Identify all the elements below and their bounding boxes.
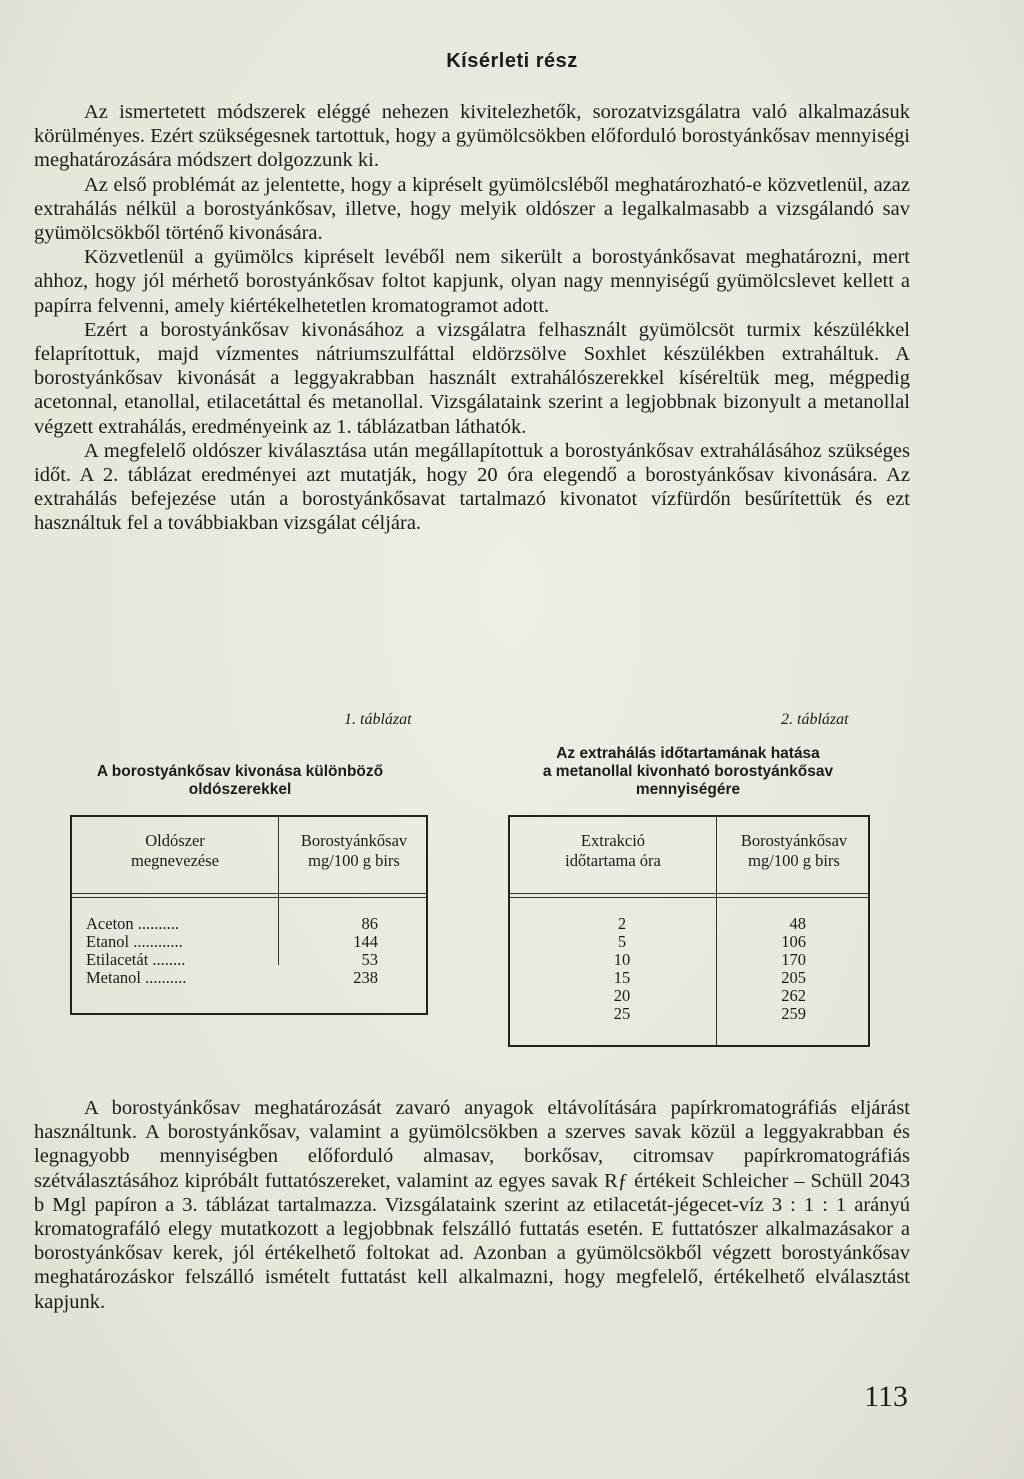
table-row: Etilacetát ........ (86, 950, 186, 969)
table-1-col1-header: Oldószer megnevezése (131, 831, 219, 870)
table-2-col1-header: Extrakció időtartama óra (565, 831, 661, 870)
table-cell: 106 (781, 932, 806, 951)
paragraph: A borostyánkősav meghatározását zavaró anyagok eltávolítására papírkromatográfiás eljárást használtunk. A borostyánkősav, valamint a gyümölcsökben a szerves savak közül a leggyakrabban és legnagyobb mennyiségben előforduló almasav, borkősav, citromsav papírkromatográfiás szétválasztásához kipróbált futtatószereket, valamint az egyes savak Rƒ értékeit Schleicher – Schüll 2043 b Mgl papíron a 3. táblázat tartalmazza. Vizsgálataink szerint az etilacetát-jégecet-víz 3 : 1 : 1 arányú kromatografáló elegy mutatkozott a legjobbnak felszálló futtatás esetén. E futtatószer alkalmazásakor a borostyánkősav kerek, jól értékelhető foltokat ad. Azonban a gyümölcsökből végzett borostyánkősav meghatározáskor felszálló ismételt futtatást kell alkalmazni, hogy megfelelő, értékelhető elválasztást kapjunk. (34, 1097, 910, 1313)
table-1-col2-header: Borostyánkősav mg/100 g birs (300, 831, 408, 870)
paragraph: Közvetlenül a gyümölcs kipréselt levéből nem sikerült a borostyánkősavat meghatározni, mert ahhoz, hogy jól mérhető borostyánkősav foltot kapjunk, olyan nagy mennyiségű gyümölcslevet kellett a papírra felvenni, amely kiértékelhetetlen kromatogramot adott. (34, 246, 910, 317)
table-2-title: Az extrahálás időtartamának hatása a metanollal kivonható borostyánkősav mennyiségére (542, 745, 834, 798)
table-2-box (508, 815, 870, 1047)
table-1-box (70, 815, 428, 1015)
table-cell: 5 (617, 932, 627, 951)
intro-text (34, 100, 910, 536)
paragraph: Az ismertetett módszerek eléggé nehezen kivitelezhetők, sorozatvizsgálatra való alkalmazásuk körülményes. Ezért szükségesnek tartottuk, hogy a gyümölcsökben előforduló borostyánkősav mennyiségi meghatározására módszert dolgozzunk ki. (34, 101, 910, 172)
table-2-hours (600, 915, 644, 1023)
table-cell: 48 (789, 914, 806, 933)
page-number: 113 (864, 1380, 908, 1413)
table-1-title: A borostyánkősav kivonása különböző oldószerekkel (96, 763, 384, 798)
table-cell: 205 (781, 968, 806, 987)
table-row: Aceton .......... (86, 914, 180, 933)
table-cell: 262 (781, 986, 806, 1005)
page-header: Kísérleti rész (446, 50, 578, 72)
paragraph: Az első problémát az jelentette, hogy a kipréselt gyümölcsléből meghatározható-e közvetlenül, azaz extrahálás nélkül a borostyánkősav, illetve, hogy melyik oldószer a legalkalmasabb a vizsgálandó sav gyümölcsökből történő kivonására. (34, 173, 910, 245)
table-2-label: 2. táblázat (781, 711, 849, 728)
table-2-values (760, 915, 806, 1023)
table-cell: 2 (617, 914, 627, 933)
table-cell: 15 (613, 968, 631, 987)
table-cell: 10 (613, 950, 631, 969)
table-cell: 25 (613, 1004, 631, 1023)
table-cell: 259 (781, 1004, 806, 1023)
table-1-label: 1. táblázat (344, 711, 412, 728)
paragraph: A megfelelő oldószer kiválasztása után megállapítottuk a borostyánkősav extrahálásához szükséges időt. A 2. táblázat eredményei azt mutatják, hogy 20 óra elegendő a borostyánkősav kivonására. Az extrahálás befejezése után a borostyánkősavat tartalmazó kivonatot vízfürdőn besűrítettük és ezt használtuk fel a továbbiakban vizsgálat céljára. (34, 439, 910, 535)
table-cell: 170 (781, 950, 806, 969)
table-row: Etanol ............ (86, 932, 183, 951)
table-row: Metanol .......... (86, 968, 187, 987)
table-2-col2-header: Borostyánkősav mg/100 g birs (740, 831, 848, 870)
table-1-values: 86 144 53 238 (353, 914, 378, 987)
table-1-names (86, 915, 186, 987)
outro-text (34, 1096, 910, 1314)
paragraph: Ezért a borostyánkősav kivonásához a vizsgálatra felhasznált gyümölcsöt turmix készülékkel felaprítottuk, majd vízmentes nátriumszulfáttal eldörzsölve Soxhlet készülékben extraháltuk. A borostyánkősav kivonását a leggyakrabban használt extrahálószerekkel kíséreltük meg, mégpedig acetonnal, etanollal, etilacetáttal és metanollal. Vizsgálataink szerint a legjobbnak bizonyult a metanollal végzett extrahálás, eredményeink az 1. táblázatban láthatók. (34, 318, 910, 438)
table-cell: 20 (613, 986, 631, 1005)
